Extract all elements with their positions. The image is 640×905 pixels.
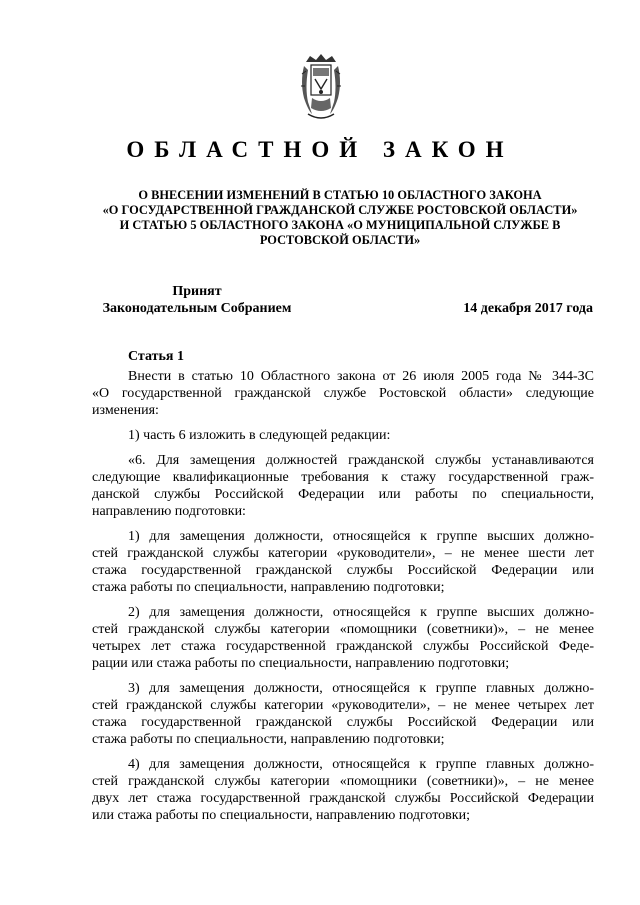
law-body bbox=[92, 348, 594, 832]
paragraph-line: стажа государственной гражданской службы Российской Федерации или bbox=[92, 563, 594, 578]
paragraph bbox=[92, 452, 594, 520]
subtitle-line: И СТАТЬЮ 5 ОБЛАСТНОГО ЗАКОНА «О МУНИЦИПАЛЬНОЙ СЛУЖБЕ В bbox=[119, 218, 561, 232]
paragraph-line: 3) для замещения должности, относящейся к группе главных должно- bbox=[128, 681, 594, 696]
paragraph-line: направлению подготовки: bbox=[92, 504, 246, 519]
paragraph-list bbox=[92, 368, 594, 824]
paragraph-line: стажа государственной гражданской службы Российской Федерации или bbox=[92, 715, 594, 730]
paragraph-line: четырех лет стажа государственной гражданской службы Российской Феде- bbox=[92, 639, 594, 654]
adoption-date: 14 декабря 2017 года bbox=[463, 301, 593, 316]
paragraph bbox=[92, 680, 594, 748]
paragraph-line: рации или стажа работы по специальности, направлению подготовки; bbox=[92, 656, 510, 671]
paragraph-line: или стажа работы по специальности, направлению подготовки; bbox=[92, 808, 470, 823]
paragraph-line: стей гражданской службы категории «руководители», – не менее четырех лет bbox=[92, 698, 594, 713]
subtitle-line: РОСТОВСКОЙ ОБЛАСТИ» bbox=[259, 233, 421, 247]
law-title: ОБЛАСТНОЙ ЗАКОН bbox=[126, 137, 514, 162]
paragraph bbox=[92, 756, 594, 824]
paragraph-line: 2) для замещения должности, относящейся к группе высших должно- bbox=[128, 605, 594, 620]
paragraph-line: 4) для замещения должности, относящейся к группе главных должно- bbox=[128, 757, 594, 772]
paragraph-line: двух лет стажа государственной гражданской службы Российской Федерации bbox=[92, 791, 594, 806]
adopted-by: Законодательным Собранием bbox=[102, 301, 292, 316]
subtitle-line: О ВНЕСЕНИИ ИЗМЕНЕНИЙ В СТАТЬЮ 10 ОБЛАСТНОГО ЗАКОНА bbox=[138, 188, 542, 202]
paragraph-line: стей гражданской службы категории «помощники (советники)», – не менее bbox=[92, 774, 594, 789]
adopted-label: Принят bbox=[172, 284, 222, 299]
paragraph bbox=[92, 528, 594, 596]
paragraph-line: 1) для замещения должности, относящейся к группе высших должно- bbox=[128, 529, 594, 544]
paragraph-line: стей гражданской службы категории «помощники (советники)», – не менее bbox=[92, 622, 594, 637]
paragraph bbox=[92, 368, 594, 419]
paragraph-line: 1) часть 6 изложить в следующей редакции: bbox=[128, 428, 391, 443]
paragraph-line: следующие квалификационные требования к стажу государственной граж- bbox=[92, 470, 594, 485]
paragraph-line: стажа работы по специальности, направлению подготовки; bbox=[92, 732, 445, 747]
paragraph bbox=[92, 604, 594, 672]
paragraph bbox=[92, 427, 594, 444]
paragraph-line: «6. Для замещения должностей гражданской службы устанавливаются bbox=[128, 453, 594, 468]
article-heading: Статья 1 bbox=[128, 349, 184, 364]
coat-of-arms-icon bbox=[298, 52, 344, 124]
paragraph-line: данской службы Российской Федерации или работы по специальности, bbox=[92, 487, 594, 502]
law-subtitle bbox=[80, 188, 600, 248]
paragraph-line: «О государственной гражданской службе Ростовской области» следующие bbox=[92, 386, 594, 401]
subtitle-line: «О ГОСУДАРСТВЕННОЙ ГРАЖДАНСКОЙ СЛУЖБЕ РОСТОВСКОЙ ОБЛАСТИ» bbox=[102, 203, 578, 217]
paragraph-line: изменения: bbox=[92, 403, 159, 418]
adoption-block bbox=[92, 283, 302, 317]
paragraph-line: стажа работы по специальности, направлению подготовки; bbox=[92, 580, 445, 595]
paragraph-line: Внести в статью 10 Областного закона от 26 июля 2005 года № 344-ЗС bbox=[128, 369, 594, 384]
paragraph-line: стей гражданской службы категории «руководители», – не менее шести лет bbox=[92, 546, 594, 561]
